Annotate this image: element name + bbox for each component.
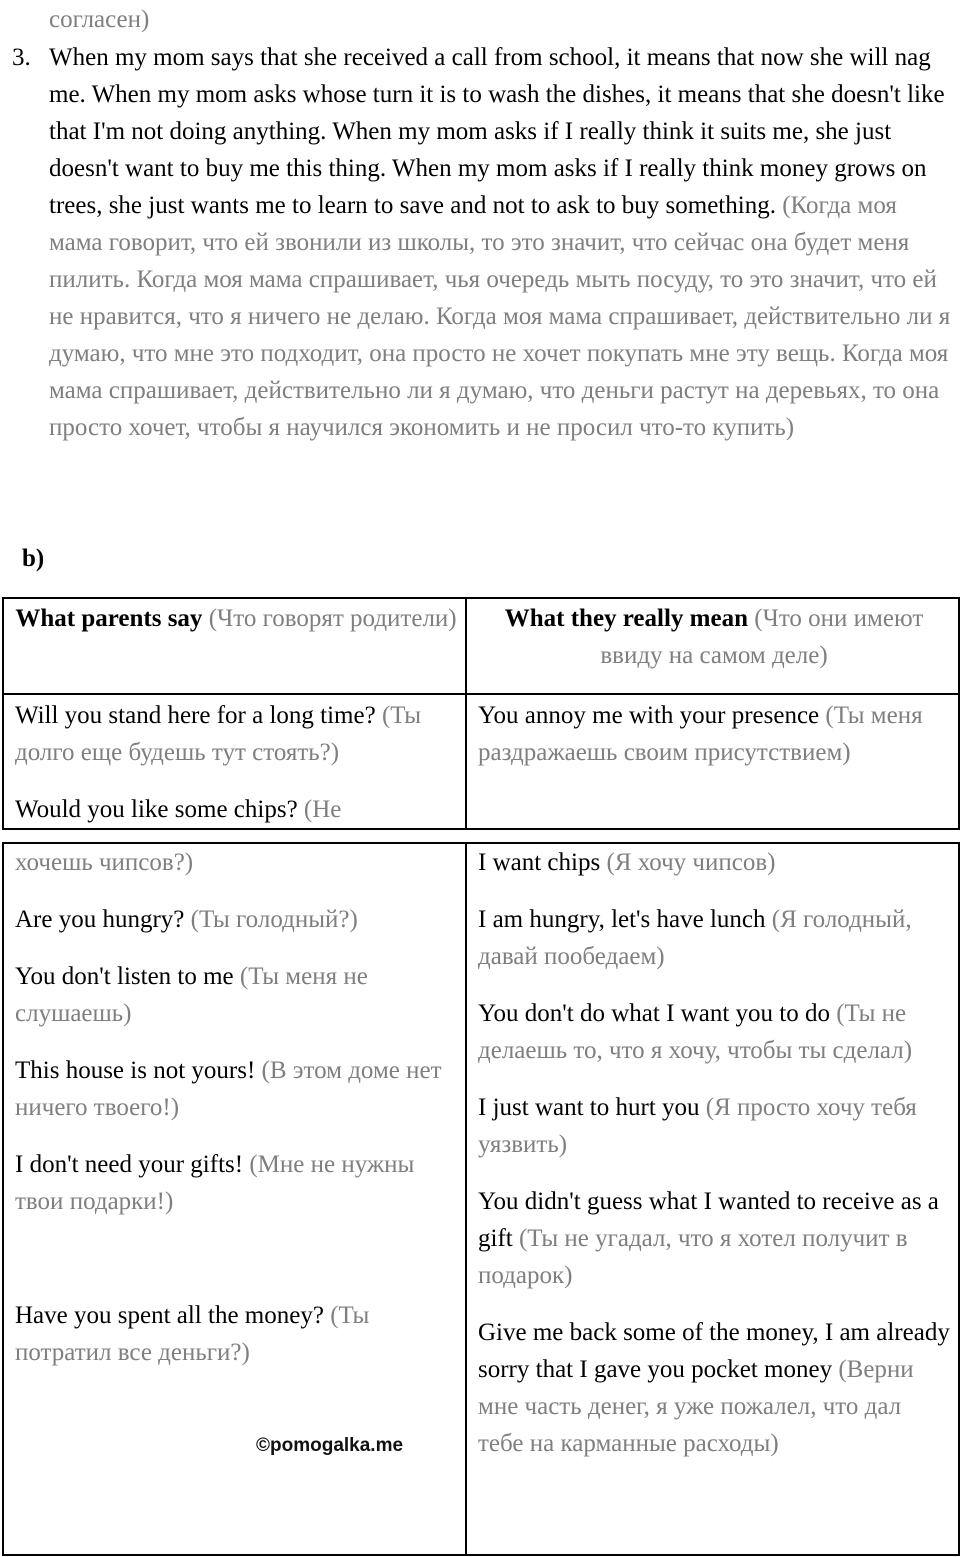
phrase-en: I want chips — [478, 849, 601, 876]
phrase-en: Are you hungry? — [15, 906, 185, 933]
list-item-body — [49, 39, 954, 446]
phrase-en: Will you stand here for a long time? — [15, 702, 376, 729]
phrase-en: I just want to hurt you — [478, 1094, 700, 1121]
phrase-en: Give me back some of the money, I am already sorry that I gave you pocket money — [478, 1319, 950, 1383]
header-cell-parents-say — [3, 598, 466, 694]
phrase — [478, 1089, 950, 1163]
table-header-row — [3, 598, 959, 694]
phrase-ru: хочешь чипсов?) — [15, 849, 194, 876]
phrase-ru: (Я просто хочу тебя уязвить) — [478, 1094, 917, 1158]
phrase-ru: (Ты не делаешь то, что я хочу, чтобы ты сделал) — [478, 1000, 913, 1064]
phrase-en: You annoy me with your presence — [478, 702, 820, 729]
phrase-en: You don't do what I want you to do — [478, 1000, 830, 1027]
list-item-3 — [12, 39, 957, 446]
phrase-ru: (Ты меня не слушаешь) — [15, 963, 368, 1027]
phrase — [478, 1183, 950, 1294]
phrase — [478, 995, 950, 1069]
phrase-en: You don't listen to me — [15, 963, 234, 990]
phrase-ru: (Я голодный, давай пообедаем) — [478, 906, 912, 970]
section-b-label: b) — [22, 545, 45, 572]
phrase — [15, 901, 457, 938]
cell-they-mean — [466, 843, 959, 1555]
phrase — [15, 1297, 457, 1371]
phrases-table-part-1 — [2, 597, 960, 830]
phrase-ru: (Ты меня раздражаешь своим присутствием) — [478, 702, 923, 766]
phrase-ru: (В этом доме нет ничего твоего!) — [15, 1057, 442, 1121]
item-text-en: When my mom says that she received a call from school, it means that now she will nag me. When my mom asks whose turn it is to wash the dishes, it means that she doesn't like that I'm not doing anything. When my mom asks if I really think it suits me, she just doesn't want to buy me this thing. When my mom asks if I really think money grows on trees, she just wants me to learn to save and not to ask to buy something. — [49, 44, 945, 219]
phrase — [15, 791, 457, 828]
phrase — [478, 901, 950, 975]
phrase-ru: (Ты не угадал, что я хотел получит в подарок) — [478, 1225, 908, 1289]
phrase — [478, 844, 950, 881]
phrase-ru: (Верни мне часть денег, я уже пожалел, что дал тебе на карманные расходы) — [478, 1356, 914, 1457]
table-row — [3, 843, 959, 1555]
phrase-en: This house is not yours! — [15, 1057, 256, 1084]
phrase-ru: (Ты потратил все деньги?) — [15, 1302, 370, 1366]
table-row — [3, 694, 959, 829]
watermark: ©pomogalka.me — [256, 1435, 404, 1456]
phrase-en: I am hungry, let's have lunch — [478, 906, 766, 933]
header-en: What parents say — [15, 605, 203, 632]
phrase-ru: (Мне не нужны твои подарки!) — [15, 1151, 415, 1215]
phrase — [15, 844, 457, 881]
header-ru: (Что они имеют ввиду на самом деле) — [600, 605, 924, 669]
item-text-ru: (Когда моя мама говорит, что ей звонили из школы, то это значит, что сейчас она будет меня пилить. Когда моя мама спрашивает, чья очередь мыть посуду, то это значит, что ей не нравится, что я ничего не делаю. Когда моя мама спрашивает, действительно ли я думаю, что мне это подходит, она просто не хочет покупать мне эту вещь. Когда моя мама спрашивает, действительно ли я думаю, что деньги растут на деревьях, то она просто хочет, чтобы я научился экономить и не просил что-то купить) — [49, 192, 951, 441]
phrase-ru: (Ты голодный?) — [190, 906, 358, 933]
phrase-en: You didn't guess what I wanted to receive as a gift — [478, 1188, 939, 1252]
phrase-en: Would you like some chips? — [15, 796, 298, 823]
phrase — [15, 958, 457, 1032]
phrase-en: Have you spent all the money? — [15, 1302, 324, 1329]
previous-item-continuation: согласен) — [49, 6, 150, 33]
phrase — [15, 697, 457, 771]
phrase-ru: (Ты долго еще будешь тут стоять?) — [15, 702, 422, 766]
phrase-ru: (Я хочу чипсов) — [606, 849, 776, 876]
phrase-en: I don't need your gifts! — [15, 1151, 244, 1178]
phrase-ru: (Не — [303, 796, 342, 823]
spacer — [15, 1240, 457, 1297]
phrases-table-part-2 — [2, 842, 960, 1556]
cell-they-mean — [466, 694, 959, 829]
phrase — [478, 1314, 950, 1462]
header-ru: (Что говорят родители) — [208, 605, 457, 632]
header-en: What they really mean — [504, 605, 748, 632]
cell-parents-say — [3, 694, 466, 829]
phrase — [478, 697, 950, 771]
phrase — [15, 1052, 457, 1126]
phrase — [15, 1146, 457, 1220]
header-cell-they-mean — [466, 598, 959, 694]
list-item-number: 3. — [12, 44, 31, 71]
